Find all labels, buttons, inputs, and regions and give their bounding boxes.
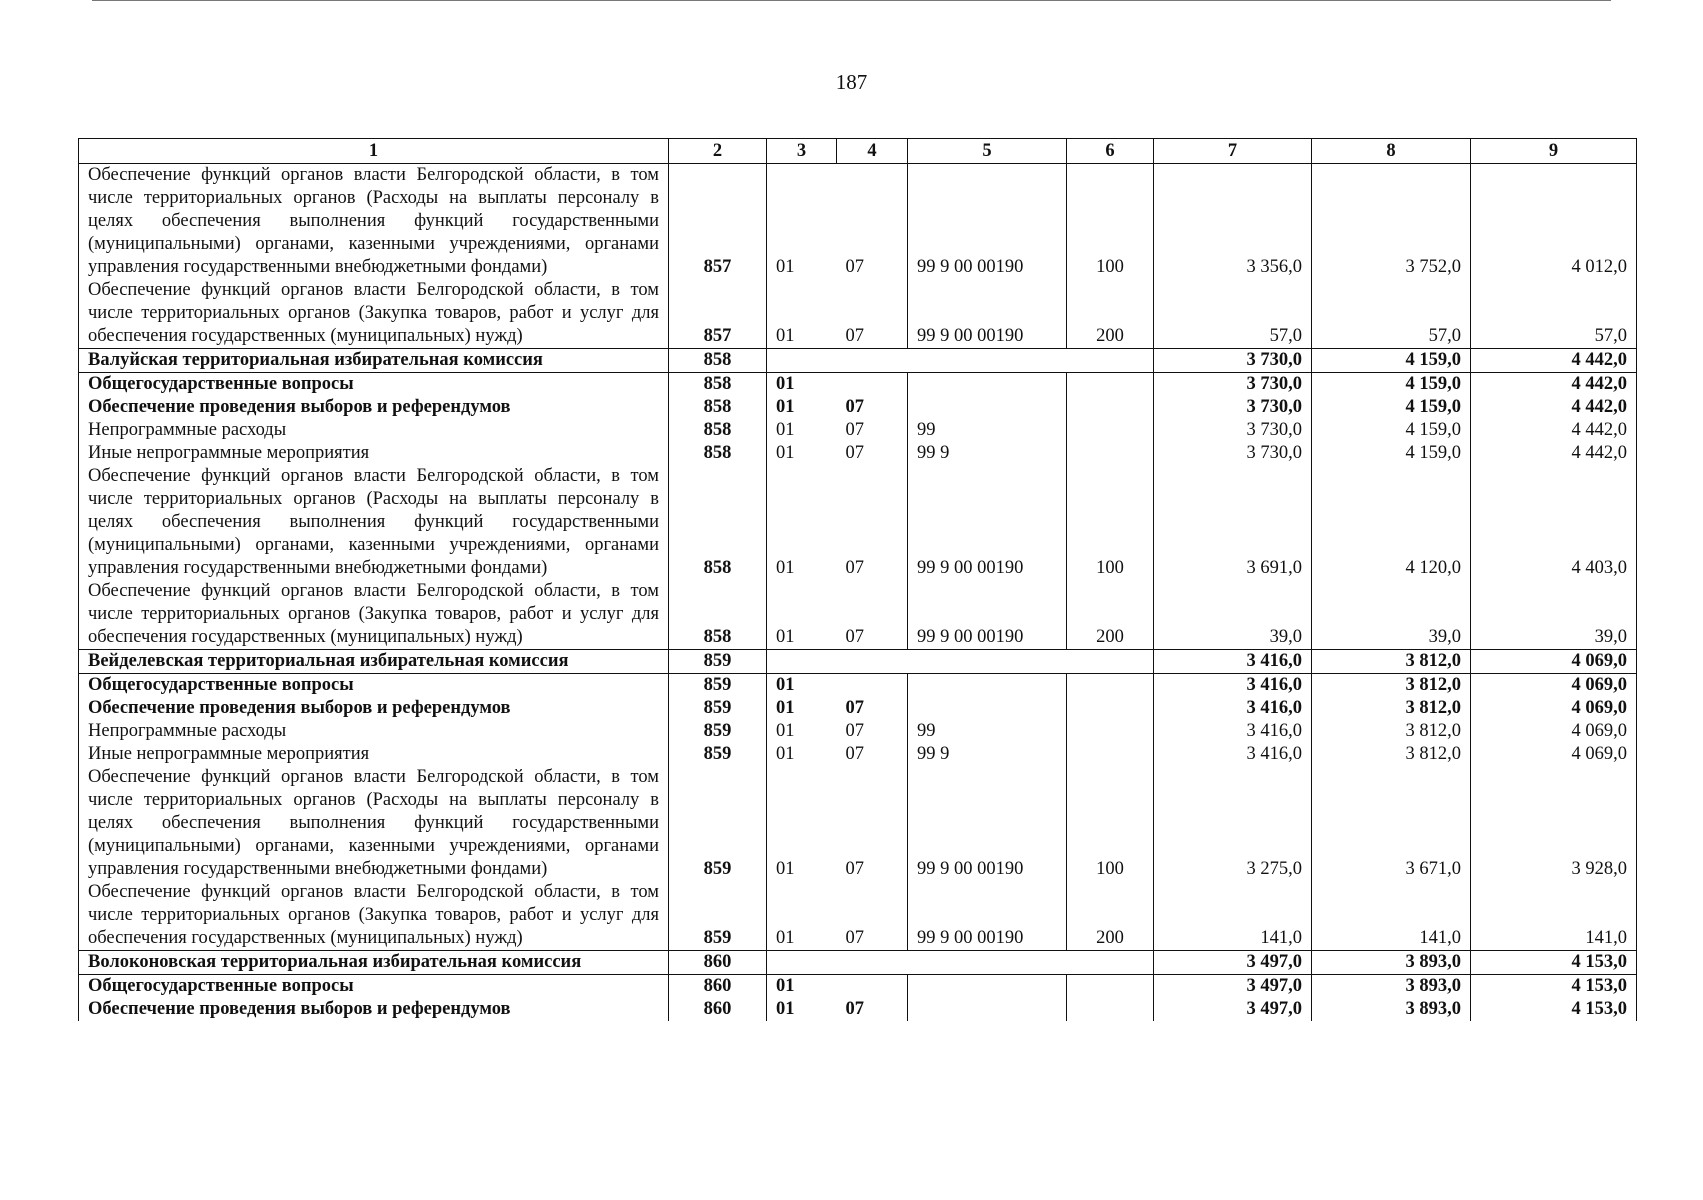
table-row [79,720,1637,743]
admin-code: 859 [669,766,767,881]
section-code: 01 [767,164,837,280]
target-article: 99 9 00 00190 [908,279,1067,349]
section-code: 01 [767,396,837,419]
row-name: Общегосударственные вопросы [79,674,669,698]
expense-type: 100 [1067,164,1154,280]
target-article: 99 [908,720,1067,743]
amount-col8: 57,0 [1312,279,1471,349]
section-code [767,951,837,975]
column-number-row [79,139,1637,164]
amount-col7: 3 356,0 [1154,164,1312,280]
section-code: 01 [767,998,837,1021]
amount-col7: 57,0 [1154,279,1312,349]
admin-code: 859 [669,674,767,698]
row-name: Обеспечение проведения выборов и референдумов [79,697,669,720]
subsection-code: 07 [845,420,864,440]
column-header: 3 [767,139,837,164]
amount-col8: 3 671,0 [1312,766,1471,881]
amount-col9: 4 069,0 [1471,674,1637,698]
table-row [79,975,1637,999]
section-code [767,650,837,674]
subsection-code [837,975,908,999]
expense-type [1067,674,1154,698]
section-code: 01 [767,697,837,720]
admin-code: 858 [669,373,767,397]
amount-col7: 3 497,0 [1154,975,1312,999]
amount-col9: 4 153,0 [1471,998,1637,1021]
subsection-code [837,951,908,975]
table-row [79,650,1637,674]
amount-col7: 3 730,0 [1154,396,1312,419]
subsection-code: 07 [837,580,908,650]
table-row [79,951,1637,975]
table-row [79,442,1637,465]
amount-col7: 3 730,0 [1154,349,1312,373]
top-rule [92,0,1611,1]
amount-col7: 3 497,0 [1154,951,1312,975]
amount-col8: 3 812,0 [1312,674,1471,698]
target-article [908,674,1067,698]
section-code: 01 [767,580,837,650]
target-article: 99 9 00 00190 [908,164,1067,280]
row-name: Непрограммные расходы [79,419,669,442]
amount-col7: 3 416,0 [1154,650,1312,674]
admin-code: 858 [669,349,767,373]
table-row [79,373,1637,397]
subsection-code [837,650,908,674]
amount-col9: 141,0 [1471,881,1637,951]
target-article [908,975,1067,999]
subsection-code: 07 [845,558,864,578]
column-header: 4 [837,139,908,164]
amount-col7: 3 730,0 [1154,442,1312,465]
admin-code: 860 [669,998,767,1021]
expense-type [1067,396,1154,419]
expense-type: 200 [1067,881,1154,951]
table-row [79,164,1637,280]
subsection-code [837,674,908,698]
section-code: 01 [767,674,837,698]
row-name: Обеспечение функций органов власти Белгородской области, в том числе территориальных органов (Расходы на выплаты персоналу в целях обеспечения выполнения функций государственными (муниципальными) органами, казенными учреждениями, органами управления государственными внебюджетными фондами) [79,766,669,881]
expense-type: 100 [1067,766,1154,881]
row-name: Вейделевская территориальная избирательная комиссия [79,650,669,674]
amount-col8: 39,0 [1312,580,1471,650]
amount-col8: 4 159,0 [1312,373,1471,397]
amount-col9: 39,0 [1471,580,1637,650]
admin-code: 858 [669,419,767,442]
section-code: 01 [767,766,837,881]
table-row [79,743,1637,766]
column-header: 1 [79,139,669,164]
target-article [908,650,1067,674]
row-name: Общегосударственные вопросы [79,373,669,397]
row-name: Непрограммные расходы [79,720,669,743]
column-header: 2 [669,139,767,164]
target-article: 99 9 [908,743,1067,766]
subsection-code: 07 [845,397,864,417]
subsection-code: 07 [845,999,864,1019]
expense-type [1067,720,1154,743]
amount-col7: 3 497,0 [1154,998,1312,1021]
amount-col8: 4 159,0 [1312,349,1471,373]
expense-type [1067,743,1154,766]
section-code: 01 [767,743,837,766]
table-row [79,396,1637,419]
table-row [79,697,1637,720]
section-code: 01 [767,419,837,442]
admin-code: 860 [669,975,767,999]
row-name: Обеспечение проведения выборов и референдумов [79,396,669,419]
amount-col8: 3 893,0 [1312,998,1471,1021]
subsection-code: 07 [845,443,864,463]
admin-code: 859 [669,697,767,720]
amount-col8: 3 812,0 [1312,743,1471,766]
row-name: Обеспечение функций органов власти Белгородской области, в том числе территориальных органов (Закупка товаров, работ и услуг для обеспечения государственных (муниципальных) нужд) [79,279,669,349]
amount-col9: 4 012,0 [1471,164,1637,280]
target-article [908,951,1067,975]
amount-col7: 3 416,0 [1154,697,1312,720]
amount-col7: 3 416,0 [1154,720,1312,743]
target-article: 99 9 00 00190 [908,580,1067,650]
row-name: Общегосударственные вопросы [79,975,669,999]
subsection-code: 07 [837,279,908,349]
row-name: Обеспечение функций органов власти Белгородской области, в том числе территориальных органов (Закупка товаров, работ и услуг для обеспечения государственных (муниципальных) нужд) [79,580,669,650]
row-name: Обеспечение проведения выборов и референдумов [79,998,669,1021]
amount-col9: 3 928,0 [1471,766,1637,881]
subsection-code: 07 [845,257,864,277]
budget-table [78,138,1637,1021]
section-code: 01 [767,279,837,349]
expense-type [1067,419,1154,442]
target-article [908,373,1067,397]
amount-col9: 4 153,0 [1471,975,1637,999]
expense-type: 200 [1067,279,1154,349]
column-header: 9 [1471,139,1637,164]
row-name: Обеспечение функций органов власти Белгородской области, в том числе территориальных органов (Закупка товаров, работ и услуг для обеспечения государственных (муниципальных) нужд) [79,881,669,951]
table-row [79,279,1637,349]
amount-col9: 4 153,0 [1471,951,1637,975]
column-header: 8 [1312,139,1471,164]
expense-type [1067,650,1154,674]
amount-col9: 4 442,0 [1471,349,1637,373]
admin-code: 859 [669,743,767,766]
expense-type [1067,697,1154,720]
admin-code: 859 [669,650,767,674]
target-article [908,349,1067,373]
subsection-code: 07 [837,881,908,951]
table-row [79,674,1637,698]
amount-col7: 3 730,0 [1154,373,1312,397]
amount-col8: 3 893,0 [1312,951,1471,975]
table-row [79,349,1637,373]
admin-code: 859 [669,720,767,743]
expense-type: 100 [1067,465,1154,580]
target-article: 99 [908,419,1067,442]
table-row [79,881,1637,951]
amount-col7: 3 275,0 [1154,766,1312,881]
amount-col8: 3 752,0 [1312,164,1471,280]
amount-col9: 4 069,0 [1471,650,1637,674]
amount-col8: 3 812,0 [1312,697,1471,720]
amount-col8: 4 159,0 [1312,419,1471,442]
column-header: 5 [908,139,1067,164]
expense-type [1067,998,1154,1021]
target-article [908,697,1067,720]
target-article [908,998,1067,1021]
page-number: 187 [835,70,868,94]
admin-code: 858 [669,442,767,465]
expense-type [1067,951,1154,975]
table-row [79,580,1637,650]
amount-col8: 3 893,0 [1312,975,1471,999]
amount-col8: 3 812,0 [1312,720,1471,743]
target-article [908,396,1067,419]
subsection-code: 07 [845,744,864,764]
subsection-code: 07 [845,859,864,879]
amount-col7: 3 691,0 [1154,465,1312,580]
section-code: 01 [767,881,837,951]
target-article: 99 9 00 00190 [908,766,1067,881]
amount-col9: 4 069,0 [1471,743,1637,766]
admin-code: 859 [669,881,767,951]
admin-code: 857 [669,279,767,349]
amount-col8: 4 159,0 [1312,442,1471,465]
table-row [79,465,1637,580]
amount-col7: 3 416,0 [1154,674,1312,698]
expense-type [1067,373,1154,397]
amount-col9: 4 403,0 [1471,465,1637,580]
target-article: 99 9 00 00190 [908,881,1067,951]
row-name: Обеспечение функций органов власти Белгородской области, в том числе территориальных органов (Расходы на выплаты персоналу в целях обеспечения выполнения функций государственными (муниципальными) органами, казенными учреждениями, органами управления государственными внебюджетными фондами) [79,465,669,580]
amount-col9: 4 442,0 [1471,373,1637,397]
amount-col9: 4 442,0 [1471,396,1637,419]
section-code: 01 [767,720,837,743]
row-name: Волоконовская территориальная избирательная комиссия [79,951,669,975]
row-name: Валуйская территориальная избирательная комиссия [79,349,669,373]
amount-col8: 3 812,0 [1312,650,1471,674]
expense-type [1067,442,1154,465]
amount-col9: 4 442,0 [1471,419,1637,442]
admin-code: 857 [669,164,767,280]
table-row [79,419,1637,442]
section-code [767,349,837,373]
expense-type: 200 [1067,580,1154,650]
expense-type [1067,349,1154,373]
amount-col7: 39,0 [1154,580,1312,650]
amount-col9: 4 069,0 [1471,720,1637,743]
admin-code: 858 [669,465,767,580]
subsection-code: 07 [845,721,864,741]
subsection-code [837,349,908,373]
target-article: 99 9 [908,442,1067,465]
row-name: Обеспечение функций органов власти Белгородской области, в том числе территориальных органов (Расходы на выплаты персоналу в целях обеспечения выполнения функций государственными (муниципальными) органами, казенными учреждениями, органами управления государственными внебюджетными фондами) [79,164,669,280]
amount-col9: 57,0 [1471,279,1637,349]
row-name: Иные непрограммные мероприятия [79,743,669,766]
section-code: 01 [767,442,837,465]
column-header: 6 [1067,139,1154,164]
table-row [79,766,1637,881]
amount-col8: 4 120,0 [1312,465,1471,580]
amount-col7: 3 730,0 [1154,419,1312,442]
column-header: 7 [1154,139,1312,164]
table-row [79,998,1637,1021]
admin-code: 858 [669,396,767,419]
row-name: Иные непрограммные мероприятия [79,442,669,465]
amount-col7: 3 416,0 [1154,743,1312,766]
expense-type [1067,975,1154,999]
table-body [79,164,1637,1022]
admin-code: 860 [669,951,767,975]
amount-col8: 4 159,0 [1312,396,1471,419]
admin-code: 858 [669,580,767,650]
subsection-code: 07 [845,698,864,718]
target-article: 99 9 00 00190 [908,465,1067,580]
amount-col9: 4 069,0 [1471,697,1637,720]
amount-col9: 4 442,0 [1471,442,1637,465]
amount-col7: 141,0 [1154,881,1312,951]
amount-col8: 141,0 [1312,881,1471,951]
section-code: 01 [767,465,837,580]
section-code: 01 [767,975,837,999]
subsection-code [837,373,908,397]
section-code: 01 [767,373,837,397]
